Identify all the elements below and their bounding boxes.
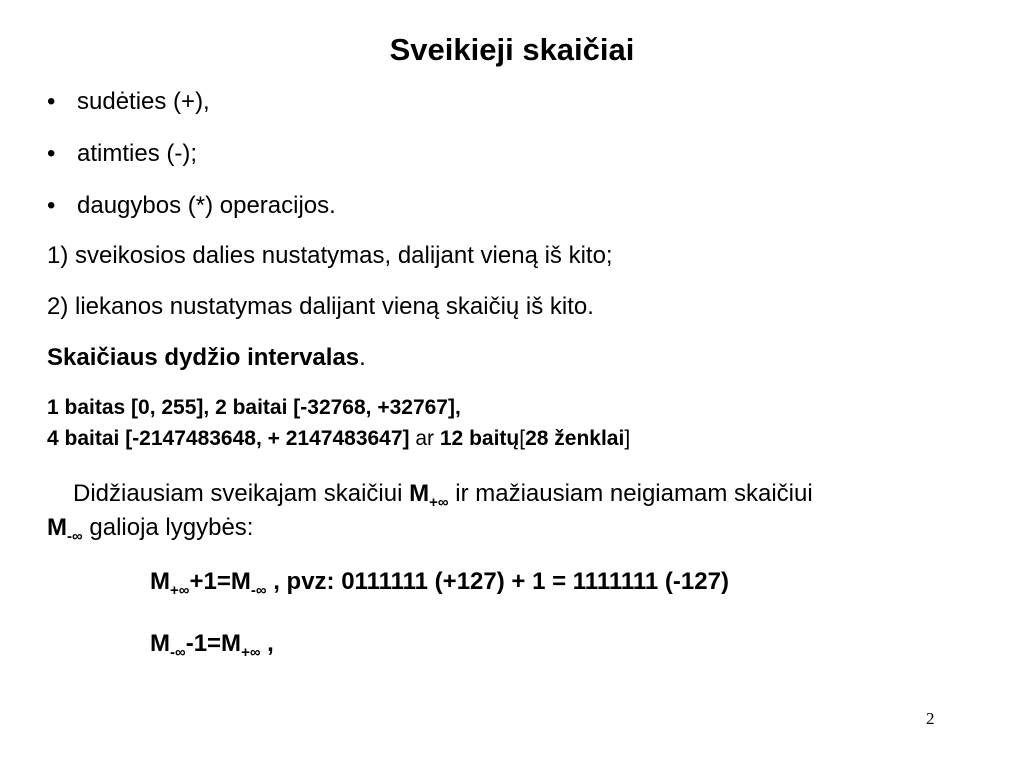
interval-heading-tail: .	[359, 344, 366, 371]
eq1-mid: +1=M	[189, 568, 251, 595]
minus-infinity-subscript: -∞	[67, 528, 83, 545]
eq2-sub-plus-inf: +∞	[241, 644, 261, 661]
bullet-text: daugybos (*) operacijos.	[77, 192, 336, 219]
bracket-open: [	[519, 427, 526, 450]
range-12-bytes: 12 baitų	[439, 427, 520, 450]
ranges-line-1: 1 baitas [0, 255], 2 baitai [-32768, +32767],	[47, 396, 461, 419]
bullet-icon: •	[47, 192, 56, 219]
bullet-item-subtraction	[47, 140, 197, 168]
page-number: 2	[926, 709, 935, 728]
numbered-item-2: 2) liekanos nustatymas dalijant vieną skaičių iš kito.	[47, 293, 594, 320]
eq1-example: , pvz: 0111111 (+127) + 1 = 1111111 (-127)	[266, 568, 729, 595]
m-symbol: M	[409, 480, 430, 507]
eq2-tail: ,	[260, 630, 274, 657]
paragraph-middle: ir mažiausiam neigiamam skaičiui	[448, 480, 813, 507]
equation-underflow	[150, 630, 274, 661]
bullet-icon: •	[47, 88, 56, 115]
range-or: ar	[409, 427, 440, 450]
bullet-text: sudėties (+),	[77, 88, 210, 115]
numbered-item-1: 1) sveikosios dalies nustatymas, dalijant vieną iš kito;	[47, 242, 613, 269]
slide-title: Sveikieji skaičiai	[389, 32, 635, 67]
paragraph-line-2	[47, 514, 254, 545]
eq1-sub-plus-inf: +∞	[170, 582, 190, 599]
eq2-mid: -1=M	[185, 630, 242, 657]
bullet-text: atimties (-);	[77, 140, 197, 167]
range-28-chars: 28 ženklai	[525, 427, 625, 450]
eq1-sub-minus-inf: -∞	[250, 582, 267, 599]
interval-heading	[47, 344, 366, 372]
bracket-close: ]	[624, 427, 631, 450]
eq2-m: M	[150, 630, 170, 657]
paragraph-line-1	[73, 480, 813, 511]
bullet-item-multiplication	[47, 192, 336, 220]
range-4-bytes: 4 baitai [-2147483648, + 2147483647]	[47, 427, 410, 450]
ranges-line-2	[47, 427, 630, 451]
bullet-item-addition	[47, 88, 210, 116]
bullet-icon: •	[47, 140, 56, 167]
equation-overflow	[150, 568, 729, 599]
paragraph-tail: galioja lygybės:	[82, 514, 254, 541]
eq1-m: M	[150, 568, 170, 595]
m-symbol: M	[47, 514, 67, 541]
interval-heading-bold: Skaičiaus dydžio intervalas	[47, 344, 360, 371]
paragraph-intro: Didžiausiam sveikajam skaičiui	[73, 480, 410, 507]
plus-infinity-subscript: +∞	[429, 494, 449, 511]
eq2-sub-minus-inf: -∞	[170, 644, 186, 661]
